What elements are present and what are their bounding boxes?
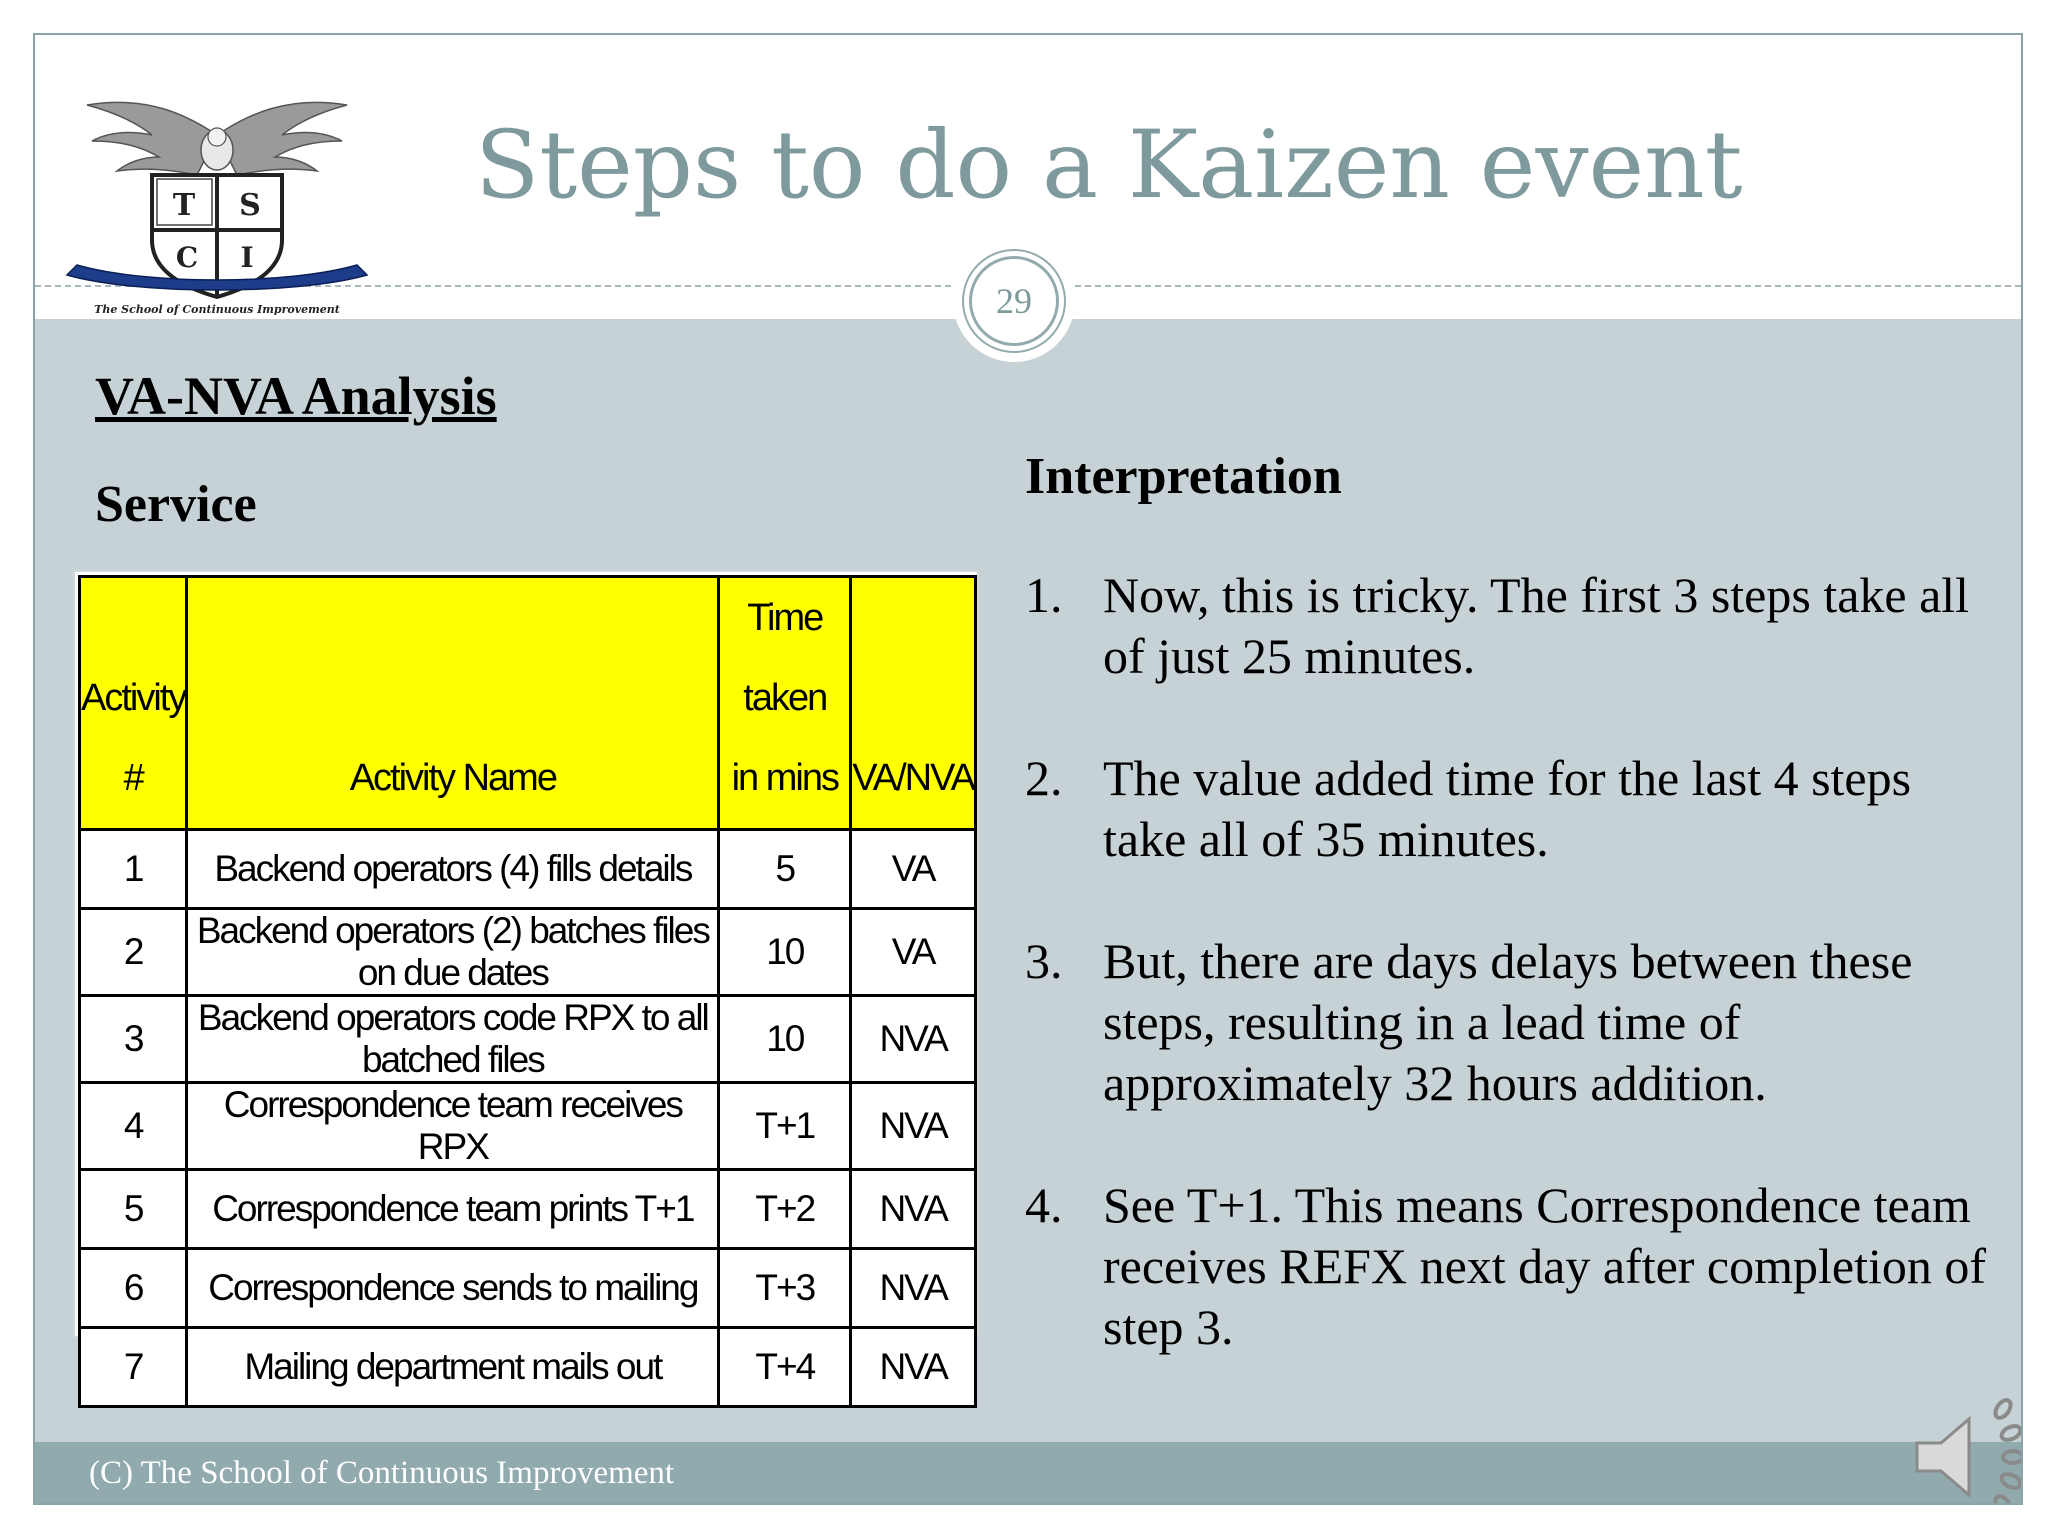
list-item-number: 4. xyxy=(1025,1177,1063,1233)
list-item-number: 2. xyxy=(1025,750,1063,806)
shield-letter-c: C xyxy=(175,241,199,274)
cell-va-nva: NVA xyxy=(851,1249,976,1328)
cell-activity-number: 1 xyxy=(80,830,187,909)
cell-activity-name: Correspondence sends to mailing xyxy=(187,1249,719,1328)
cell-activity-name: Backend operators (2) batches files on due dates xyxy=(187,909,719,996)
cell-time: T+2 xyxy=(719,1170,851,1249)
cell-activity-number: 5 xyxy=(80,1170,187,1249)
cell-activity-name: Backend operators code RPX to all batched files xyxy=(187,996,719,1083)
list-item xyxy=(1025,748,2005,870)
cell-activity-number: 3 xyxy=(80,996,187,1083)
list-item-text: But, there are days delays between these steps, resulting in a lead time of approximately 32 hours addition. xyxy=(1103,933,1913,1111)
cell-activity-name: Correspondence team receives RPX xyxy=(187,1083,719,1170)
cell-activity-number: 4 xyxy=(80,1083,187,1170)
cell-activity-number: 2 xyxy=(80,909,187,996)
cell-va-nva: VA xyxy=(851,909,976,996)
cell-activity-number: 7 xyxy=(80,1328,187,1407)
page-number: 29 xyxy=(996,281,1032,321)
list-item-number: 1. xyxy=(1025,567,1063,623)
cell-time: T+4 xyxy=(719,1328,851,1407)
cell-activity-name: Mailing department mails out xyxy=(187,1328,719,1407)
cell-activity-name: Backend operators (4) fills details xyxy=(187,830,719,909)
slide xyxy=(33,33,2023,1505)
slide-title: Steps to do a Kaizen event xyxy=(475,111,1743,220)
list-item xyxy=(1025,1175,2005,1358)
cell-time: T+1 xyxy=(719,1083,851,1170)
speaker-icon[interactable] xyxy=(1907,1391,2023,1505)
shield-letter-s: S xyxy=(239,188,261,223)
cell-activity-name: Correspondence team prints T+1 xyxy=(187,1170,719,1249)
list-item-text: Now, this is tricky. The first 3 steps take all of just 25 minutes. xyxy=(1103,567,1970,684)
footer-copyright: (C) The School of Continuous Improvement xyxy=(89,1455,675,1491)
list-item xyxy=(1025,565,2005,687)
va-nva-table-frame xyxy=(73,570,979,1387)
cell-va-nva: NVA xyxy=(851,1083,976,1170)
table-row xyxy=(80,996,976,1083)
list-item xyxy=(1025,931,2005,1114)
interpretation-heading: Interpretation xyxy=(1025,448,1342,505)
list-item-text: The value added time for the last 4 steps take all of 35 minutes. xyxy=(1103,750,1912,867)
table-header-row xyxy=(80,577,976,830)
cell-time: 10 xyxy=(719,909,851,996)
table-row xyxy=(80,830,976,909)
school-logo xyxy=(47,75,387,315)
logo-banner-text: The School of Continuous Improvement xyxy=(94,303,340,315)
service-heading: Service xyxy=(95,476,257,533)
shield-letter-i: I xyxy=(240,241,254,274)
header-time-line-2: in mins xyxy=(731,757,838,799)
table-row xyxy=(80,1249,976,1328)
header-va-nva: VA/NVA xyxy=(851,577,976,830)
shield-letter-t: T xyxy=(172,188,196,223)
table-row xyxy=(80,909,976,996)
cell-time: 5 xyxy=(719,830,851,909)
cell-va-nva: NVA xyxy=(851,1328,976,1407)
header-time-taken xyxy=(719,577,851,830)
cell-va-nva: VA xyxy=(851,830,976,909)
cell-va-nva: NVA xyxy=(851,1170,976,1249)
list-item-number: 3. xyxy=(1025,933,1063,989)
header-time-line-1: Time taken xyxy=(743,597,827,719)
header-activity-number: Activity # xyxy=(80,577,187,830)
header-activity-name: Activity Name xyxy=(187,577,719,830)
va-nva-table xyxy=(78,575,977,1408)
cell-time: 10 xyxy=(719,996,851,1083)
section-heading: VA-NVA Analysis xyxy=(95,366,497,426)
cell-activity-number: 6 xyxy=(80,1249,187,1328)
interpretation-list xyxy=(1025,565,2005,1419)
table-row xyxy=(80,1328,976,1407)
cell-va-nva: NVA xyxy=(851,996,976,1083)
list-item-text: See T+1. This means Correspondence team receives REFX next day after completion of step 3. xyxy=(1103,1177,1987,1355)
cell-time: T+3 xyxy=(719,1249,851,1328)
table-row xyxy=(80,1083,976,1170)
table-row xyxy=(80,1170,976,1249)
